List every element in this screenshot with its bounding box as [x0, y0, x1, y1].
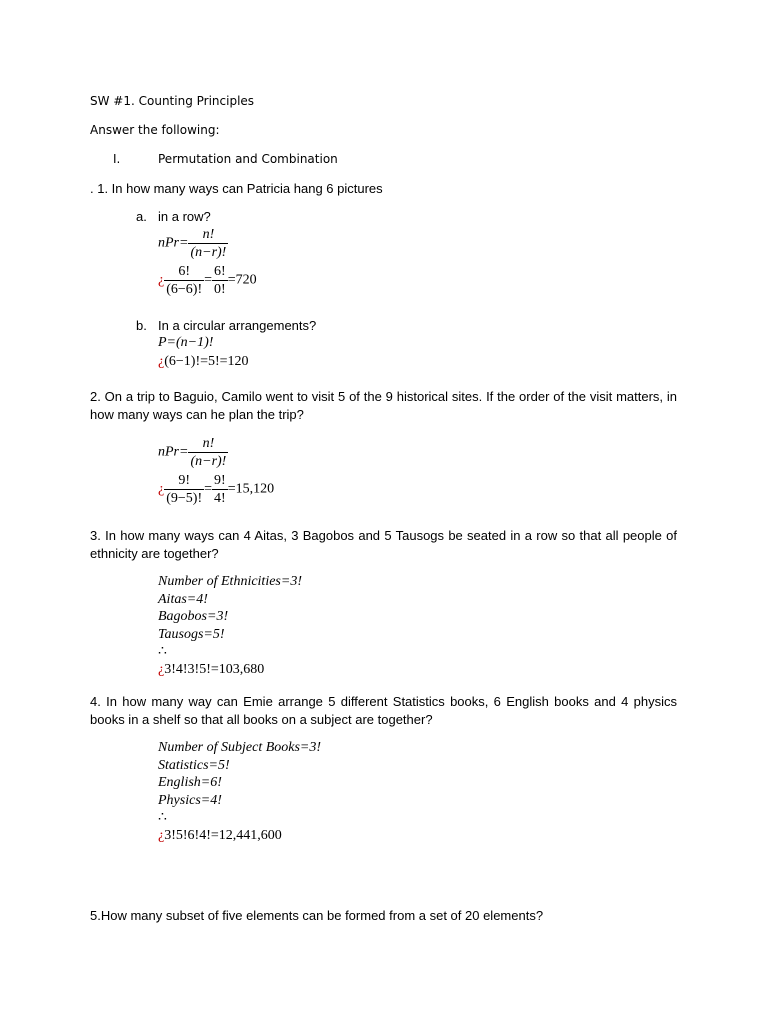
q1b-label: In a circular arrangements?	[158, 318, 317, 333]
section-title: Permutation and Combination	[158, 152, 338, 166]
work-line: Number of Ethnicities=3!	[158, 574, 302, 589]
work-line: Statistics=5!	[158, 757, 230, 773]
question-1-text: . 1. In how many ways can Patricia hang 6 pictures	[90, 181, 383, 196]
placeholder-symbol: ¿	[158, 272, 165, 288]
q4-work	[158, 739, 321, 844]
work-line: Aitas=4!	[158, 591, 208, 607]
q1b-formula: P=(n−1)!	[158, 335, 214, 350]
therefore-symbol: ∴	[158, 810, 167, 825]
calc-fraction-2: $\frac{9!}{4!}$	[214, 473, 226, 506]
q1b-marker: b.	[136, 318, 147, 333]
q2-result: =15,120	[227, 481, 275, 497]
formula-numerator: n!	[188, 226, 228, 244]
calc-fraction-1: $\frac{9!}{(9-5)!}$	[166, 473, 203, 506]
q1a-calculation: ¿ $\frac{6!}{(6-6)!}$ = $\frac{6!}{0!}$ =720	[158, 264, 257, 297]
work-line: Number of Subject Books=3!	[158, 740, 322, 755]
q1a-label: in a row?	[158, 209, 211, 224]
formula-denominator: (n−r)!	[190, 245, 227, 260]
worksheet-title: SW #1. Counting Principles	[90, 94, 255, 108]
work-line: Tausogs=5!	[158, 626, 225, 642]
instruction-text: Answer the following:	[90, 123, 220, 137]
q1a-marker: a.	[136, 209, 147, 224]
formula-fraction	[188, 226, 228, 261]
work-result: ¿3!4!3!5!=103,680	[158, 661, 265, 677]
q1a-formula	[158, 226, 228, 261]
q3-work	[158, 573, 302, 678]
section-number: I.	[113, 152, 121, 166]
therefore-symbol: ∴	[158, 644, 167, 659]
work-result: ¿3!5!6!4!=12,441,600	[158, 827, 282, 843]
q1a-result: =720	[227, 272, 257, 288]
work-line: English=6!	[158, 775, 222, 790]
work-line: Physics=4!	[158, 792, 222, 808]
question-5-text: 5.How many subset of five elements can be formed from a set of 20 elements?	[90, 908, 544, 923]
question-3-text: 3. In how many ways can 4 Aitas, 3 Bagobos and 5 Tausogs be seated in a row so that all people of ethnicity are together?	[90, 528, 677, 561]
q2-calculation: ¿ $\frac{9!}{(9-5)!}$ = $\frac{9!}{4!}$ =15,120	[158, 473, 275, 506]
formula-fraction: $\frac{n!}{(n-r)!}$	[190, 436, 227, 469]
question-4-text: 4. In how many way can Emie arrange 5 different Statistics books, 6 English books and 4 physics books in a shelf so that all books on a subject are together?	[90, 694, 677, 727]
question-2-text: 2. On a trip to Baguio, Camilo went to visit 5 of the 9 historical sites. If the order of the visit matters, in how many ways can he plan the trip?	[90, 389, 677, 422]
q1b-calculation: ¿(6−1)!=5!=120	[158, 354, 249, 369]
calc-fraction-2: $\frac{6!}{0!}$	[214, 264, 226, 297]
calc-fraction-1: $\frac{6!}{(6-6)!}$	[166, 264, 203, 297]
formula-lhs: nPr=	[158, 235, 189, 251]
q2-formula: nPr= $\frac{n!}{(n-r)!}$	[158, 436, 227, 469]
work-line: Bagobos=3!	[158, 609, 229, 624]
